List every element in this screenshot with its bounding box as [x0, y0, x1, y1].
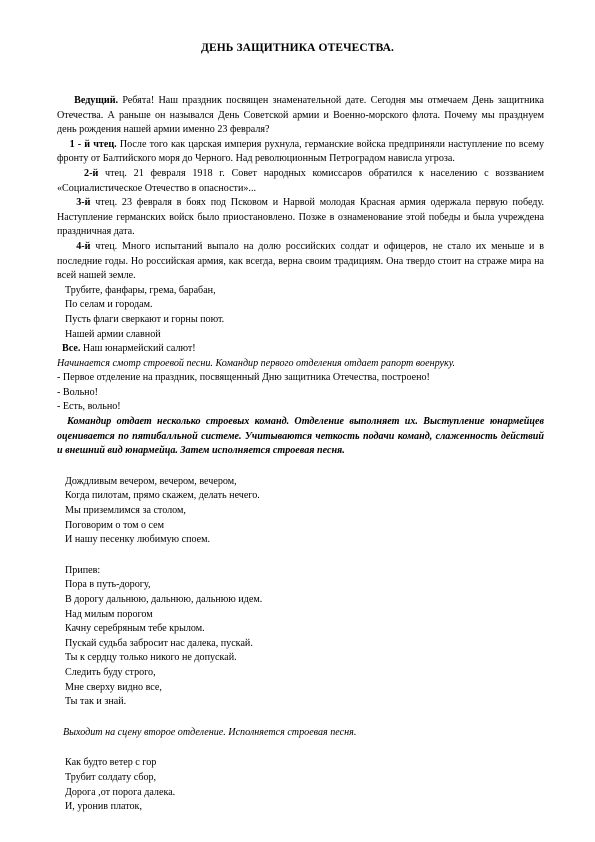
song-line: И нашу песенку любимую споем. [65, 534, 211, 546]
dialog-line: - Есть, вольно! [57, 401, 121, 413]
chorus-label: Припев: [65, 564, 101, 576]
chorus-line: Мне сверху видно все, [65, 681, 162, 693]
verse-line: Нашей армии славной [65, 328, 161, 340]
paragraph-text: Наш юнармейский салют! [80, 343, 196, 355]
stage-direction-2: Командир отдает несколько строевых команд. Отделение выполняет их. Выступление юнармейцев оценивается по пятибалльной системе. Учитываются четкость подачи команд, слаженность действий и внешний вид юнармейца. Затем исполняется строевая песня. [57, 416, 544, 457]
speaker-reader-4: 4-й [76, 240, 91, 252]
verse-line: Пусть флаги сверкают и горны поют. [65, 313, 225, 325]
song-line: И, уронив платок, [65, 801, 142, 813]
speaker-reader-2: 2-й [84, 167, 99, 179]
chorus-line: Ты так и знай. [65, 696, 127, 708]
song-line: Мы приземлимся за столом, [65, 505, 186, 517]
paragraph-reader-3 [57, 196, 544, 240]
document-body [57, 94, 544, 815]
chorus-line: Ты к сердцу только никого не допускай. [65, 652, 237, 664]
stage-direction-1: Начинается смотр строевой песни. Командир первого отделения отдает рапорт военруку. [57, 357, 456, 369]
paragraph-text: После того как царская империя рухнула, германские войска предприняли наступление по всему фронту от Балтийского моря до Черного. Над революционным Петроградом нависла угроза. [57, 138, 545, 165]
song-1 [57, 475, 544, 548]
paragraph-reader-1 [57, 138, 544, 167]
song-line: Поговорим о том о сем [65, 519, 165, 531]
verse-line: По селам и городам. [65, 299, 153, 311]
paragraph-text: чтец. 23 февраля в боях под Псковом и Нарвой молодая Красная армия одержала первую победу. Наступление германских войск было приостановлено. Позже в ознаменование этой победы и была учреждена праздничная дата. [57, 197, 545, 238]
paragraph-text: чтец. Много испытаний выпало на долю российских солдат и офицеров, не стало их меньше и в последние годы. Но российская армия, как всегда, верна своим традициям. Она твердо стоит на страже мира на всей нашей земле. [57, 240, 545, 282]
song-line: Дождливым вечером, вечером, вечером, [65, 475, 237, 487]
chorus-line: Пускай судьба забросит нас далека, пускай. [65, 637, 253, 649]
paragraph-text: чтец. 21 февраля 1918 г. Совет народных комиссаров обратился к населению с воззванием «Социалистическое Отечество в опасности»... [57, 167, 545, 194]
song-2 [57, 756, 544, 814]
paragraph-reader-4 [57, 240, 544, 284]
paragraph-reader-2 [57, 167, 544, 196]
chorus-line: Пора в путь-дорогу, [65, 579, 151, 591]
paragraph-host-intro [57, 94, 544, 138]
verse-line: Трубите, фанфары, грема, барабан, [65, 284, 216, 296]
chorus [57, 564, 544, 710]
dialog-line: - Вольно! [57, 386, 98, 398]
speaker-all: Все. [62, 343, 81, 355]
document-title: ДЕНЬ ЗАЩИТНИКА ОТЕЧЕСТВА. [200, 42, 395, 54]
chorus-line: Следить буду строго, [65, 666, 156, 678]
chorus-line: Качну серебряным тебе крылом. [65, 623, 205, 635]
speaker-host: Ведущий. [74, 95, 119, 106]
paragraph-all [57, 342, 544, 357]
song-line: Как будто ветер с гор [65, 757, 157, 769]
speaker-reader-1: 1 - й чтец. [69, 138, 117, 150]
song-line: Трубит солдату сбор, [65, 771, 157, 783]
song-line: Когда пилотам, прямо скажем, делать нечего. [65, 490, 260, 502]
stage-direction-3: Выходит на сцену второе отделение. Исполняется строевая песня. [63, 726, 357, 738]
speaker-reader-3: 3-й [76, 197, 91, 209]
song-line: Дорога ,от порога далека. [65, 786, 176, 798]
dialog-line: - Первое отделение на праздник, посвященный Дню защитника Отечества, построено! [57, 372, 430, 384]
paragraph-text: Ребята! Наш праздник посвящен знаменательной дате. Сегодня мы отмечаем День защитника Отечества. А раньше он назывался День Советской армии и Военно-морского флота. Почему мы празднуем день рождения нашей армии именно 23 февраля? [57, 95, 544, 136]
chorus-line: Над милым порогом [65, 608, 153, 620]
chorus-line: В дорогу дальнюю, дальнюю, дальнюю идем. [65, 594, 263, 605]
verse-1 [57, 284, 544, 342]
